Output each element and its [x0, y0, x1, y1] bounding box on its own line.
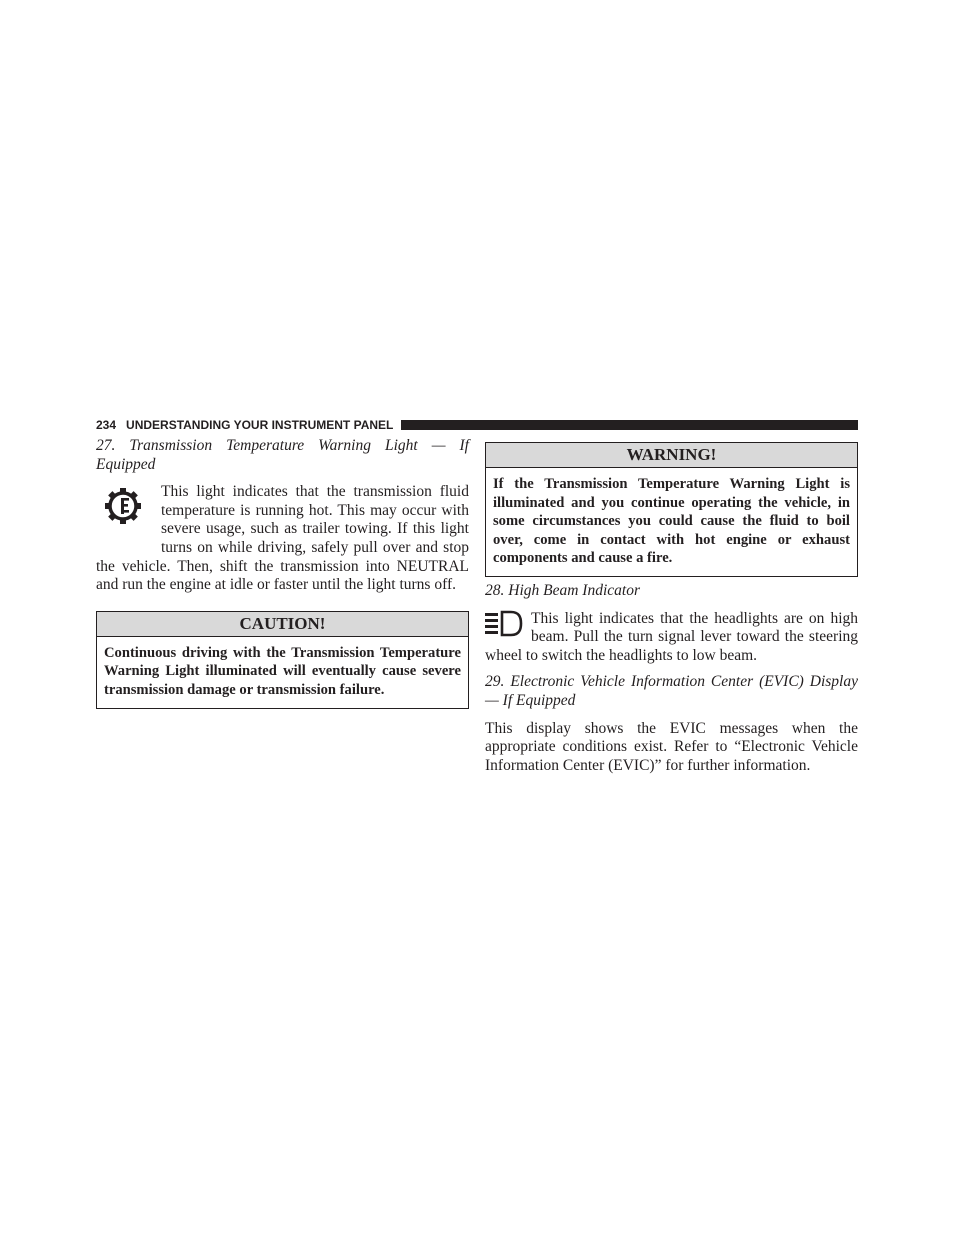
warning-box: [485, 442, 858, 577]
item-28-heading: 28. High Beam Indicator: [485, 581, 640, 599]
item-27-body: This light indicates that the transmission fluid temperature is running hot. This may occur with severe usage, such as trailer towing. If this light turns on while driving, safely pull over and stop the vehicle. Then, shift the transmission into NEUTRAL and run the engine at idle or faster until the light turns off.: [96, 483, 469, 594]
high-beam-icon: [485, 610, 531, 640]
caution-title: CAUTION!: [97, 612, 468, 637]
header-rule: [401, 420, 858, 430]
item-27-block: [96, 483, 469, 595]
warning-body: If the Transmission Temperature Warning Light is illuminated and you continue operating the vehicle, in some circumstances you could cause the fluid to boil over, come in contact with hot engine or exhaust components and cause a fire.: [493, 476, 850, 567]
page-number: 234: [96, 418, 117, 432]
item-27-heading: 27. Transmission Temperature Warning Light — If Equipped: [96, 437, 469, 473]
item-28-block: [485, 610, 858, 666]
section-title: UNDERSTANDING YOUR INSTRUMENT PANEL: [126, 418, 394, 432]
warning-title: WARNING!: [486, 443, 857, 468]
caution-body: Continuous driving with the Transmission Temperature Warning Light illuminated will eventually cause severe transmission damage or transmission failure.: [104, 644, 461, 698]
page-header: [96, 417, 858, 433]
item-29-body: This display shows the EVIC messages when the appropriate conditions exist. Refer to “Electronic Vehicle Information Center (EVIC)” for further information.: [485, 719, 858, 774]
transmission-temperature-icon: [96, 483, 160, 539]
caution-box: [96, 611, 469, 709]
item-28-body: This light indicates that the headlights are on high beam. Pull the turn signal lever toward the steering wheel to switch the headlights to low beam.: [485, 609, 858, 664]
left-column: [96, 437, 469, 709]
right-column: [485, 437, 858, 775]
item-29-heading: 29. Electronic Vehicle Information Center (EVIC) Display — If Equipped: [485, 673, 858, 709]
